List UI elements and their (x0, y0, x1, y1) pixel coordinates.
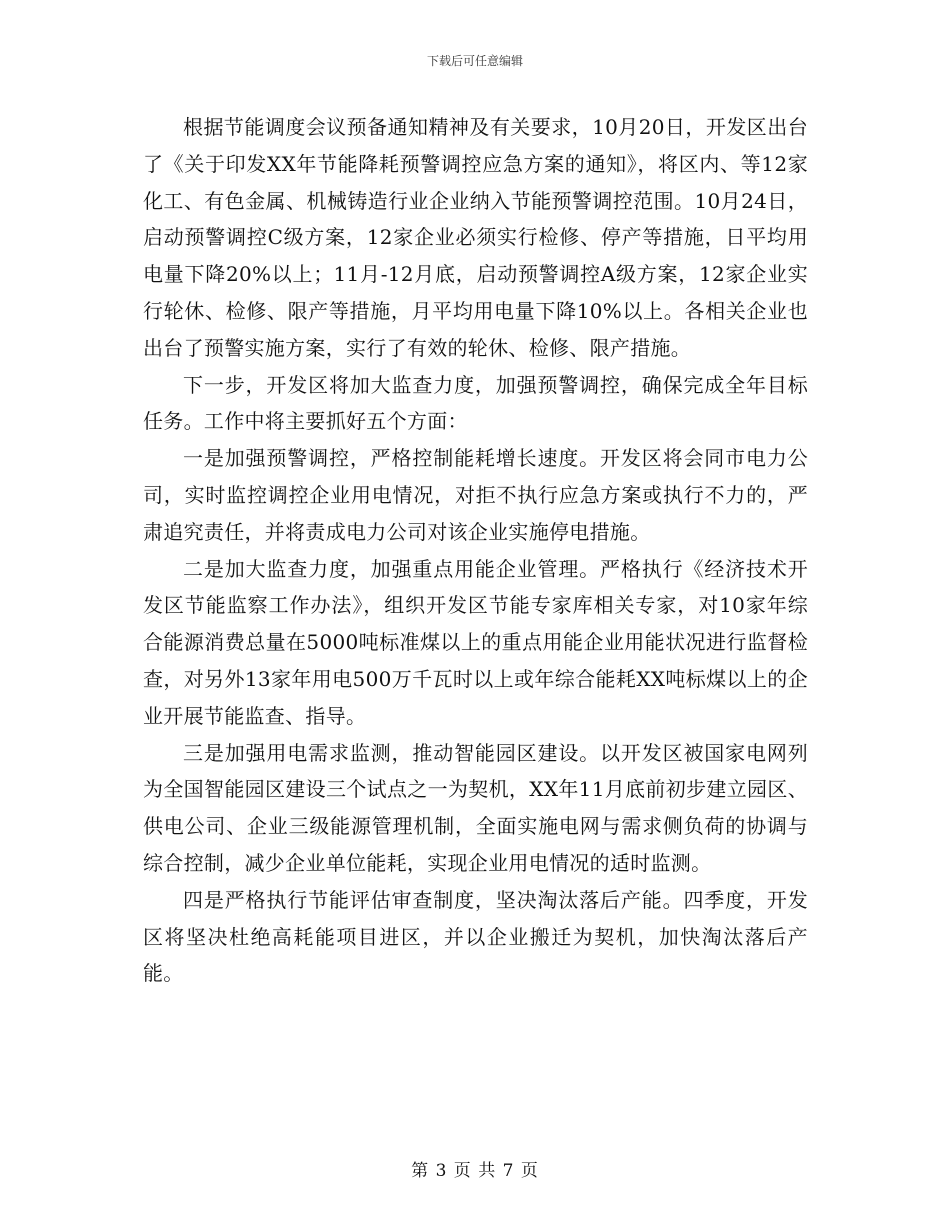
document-body (143, 109, 808, 992)
paragraph-energy-warning-plan: 根据节能调度会议预备通知精神及有关要求，10月20日，开发区出台了《关于印发XX年节能降耗预警调控应急方案的通知》，将区内、等12家化工、有色金属、机械铸造行业企业纳入节能预警调控范围。10月24日，启动预警调控C级方案，12家企业必须实行检修、停产等措施，日平均用电量下降20%以上；11月-12月底，启动预警调控A级方案，12家企业实行轮休、检修、限产等措施，月平均用电量下降10%以上。各相关企业也出台了预警实施方案，实行了有效的轮休、检修、限产措施。 (143, 115, 808, 360)
paragraph-item-three: 三是加强用电需求监测，推动智能园区建设。以开发区被国家电网列为全国智能园区建设三个试点之一为契机，XX年11月底前初步建立园区、供电公司、企业三级能源管理机制，全面实施电网与需求侧负荷的协调与综合控制，减少企业单位能耗，实现企业用电情况的适时监测。 (143, 740, 808, 875)
paragraph-item-one: 一是加强预警调控，严格控制能耗增长速度。开发区将会同市电力公司，实时监控调控企业用电情况，对拒不执行应急方案或执行不力的，严肃追究责任，并将责成电力公司对该企业实施停电措施。 (143, 446, 808, 544)
page-number: 第 3 页 共 7 页 (411, 1161, 539, 1181)
paragraph-item-two: 二是加大监查力度，加强重点用能企业管理。严格执行《经济技术开发区节能监察工作办法》，组织开发区节能专家库相关专家，对10家年综合能源消费总量在5000吨标准煤以上的重点用能企业用能状况进行监督检查，对另外13家年用电500万千瓦时以上或年综合能耗XX吨标煤以上的企业开展节能监查、指导。 (143, 556, 808, 728)
page-header-note: 下载后可任意编辑 (426, 54, 523, 68)
paragraph-item-four: 四是严格执行节能评估审查制度，坚决淘汰落后产能。四季度，开发区将坚决杜绝高耗能项目进区，并以企业搬迁为契机，加快淘汰落后产能。 (143, 887, 808, 986)
paragraph-next-steps: 下一步，开发区将加大监查力度，加强预警调控，确保完成全年目标任务。工作中将主要抓好五个方面： (143, 372, 808, 434)
